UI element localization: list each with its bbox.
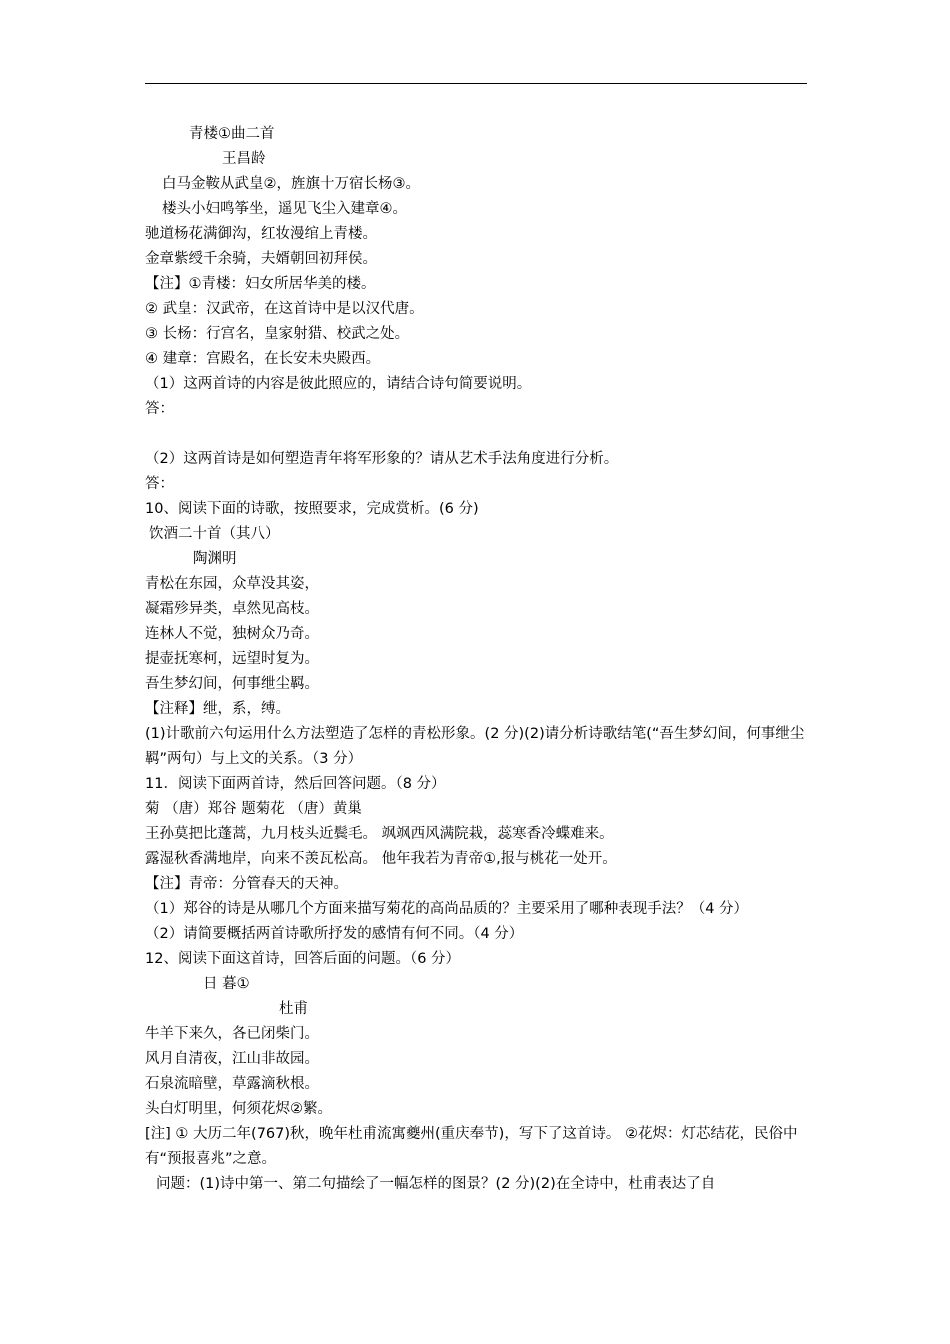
header-rule xyxy=(145,83,807,84)
text-line: （1）这两首诗的内容是彼此照应的，请结合诗句简要说明。 xyxy=(145,376,532,392)
text-line: 白马金鞍从武皇②，旌旗十万宿长杨③。 xyxy=(162,176,420,192)
text-line: 头白灯明里，何须花烬②繁。 xyxy=(145,1101,332,1117)
text-line: 青楼①曲二首 xyxy=(189,126,275,142)
text-line: 青松在东园，众草没其姿， xyxy=(145,576,319,592)
text-line: ② 武皇：汉武帝，在这首诗中是以汉代唐。 xyxy=(145,301,424,317)
document-body xyxy=(145,122,810,1197)
text-line: 露湿秋香满地岸，向来不羡瓦松高。 他年我若为青帝①,报与桃花一处开。 xyxy=(145,851,617,867)
text-line: 王孙莫把比蓬蒿，九月枝头近鬓毛。 飒飒西风满院栽，蕊寒香冷蝶难来。 xyxy=(145,826,614,842)
text-line: ④ 建章：宫殿名，在长安未央殿西。 xyxy=(145,351,381,367)
text-line: 12、阅读下面这首诗，回答后面的问题。（6 分） xyxy=(145,951,461,967)
text-line: 牛羊下来久，各已闭柴门。 xyxy=(145,1026,319,1042)
text-line: (1)计歌前六句运用什么方法塑造了怎样的青松形象。(2 分)(2)请分析诗歌结笔(“吾生梦幻间，何事绁尘羁”两句）与上文的关系。（3 分） xyxy=(145,726,805,767)
text-line: （2）请简要概括两首诗歌所抒发的感情有何不同。（4 分） xyxy=(145,926,524,942)
text-line: 陶渊明 xyxy=(193,551,237,567)
text-line: 菊 （唐）郑谷 题菊花 （唐）黄巢 xyxy=(145,801,362,817)
text-line: 问题：(1)诗中第一、第二句描绘了一幅怎样的图景？(2 分)(2)在全诗中，杜甫表达了自 xyxy=(156,1176,716,1192)
text-line: 石泉流暗壁，草露滴秋根。 xyxy=(145,1076,319,1092)
text-line: 答： xyxy=(145,401,174,417)
text-line: 10、阅读下面的诗歌，按照要求，完成赏析。(6 分) xyxy=(145,501,479,517)
text-line: 楼头小妇鸣筝坐，遥见飞尘入建章④。 xyxy=(162,201,407,217)
text-line: 提壶抚寒柯，远望时复为。 xyxy=(145,651,319,667)
text-line: 饮酒二十首（其八） xyxy=(149,526,280,542)
text-line: 驰道杨花满御沟，红妆漫绾上青楼。 xyxy=(145,226,377,242)
text-line: （2）这两首诗是如何塑造青年将军形象的？请从艺术手法角度进行分析。 xyxy=(145,451,619,467)
text-line: 11．阅读下面两首诗，然后回答问题。（8 分） xyxy=(145,776,446,792)
text-line: 【注】①青楼：妇女所居华美的楼。 xyxy=(145,276,376,292)
text-line: 杜甫 xyxy=(279,1001,308,1017)
text-line: [注] ① 大历二年(767)秋，晚年杜甫流寓夔州(重庆奉节)，写下了这首诗。 ②花烬：灯芯结花，民俗中有“预报喜兆”之意。 xyxy=(145,1126,798,1167)
text-line: （1）郑谷的诗是从哪几个方面来描写菊花的高尚品质的？主要采用了哪种表现手法？（4 分） xyxy=(145,901,749,917)
text-line: 凝霜殄异类，卓然见高枝。 xyxy=(145,601,319,617)
text-line: 吾生梦幻间，何事绁尘羁。 xyxy=(145,676,319,692)
blank-line xyxy=(145,422,810,447)
text-line: 王昌龄 xyxy=(222,151,266,167)
text-line: 风月自清夜，江山非故园。 xyxy=(145,1051,319,1067)
text-line: 连林人不觉，独树众乃奇。 xyxy=(145,626,319,642)
text-line: ③ 长杨：行宫名，皇家射猎、校武之处。 xyxy=(145,326,410,342)
text-line: 答： xyxy=(145,476,174,492)
text-line: 【注释】绁，系，缚。 xyxy=(145,701,290,717)
text-line: 金章紫绶千余骑，夫婿朝回初拜侯。 xyxy=(145,251,377,267)
text-line: 日 暮① xyxy=(203,976,250,992)
text-line: 【注】青帝：分管春天的天神。 xyxy=(145,876,348,892)
